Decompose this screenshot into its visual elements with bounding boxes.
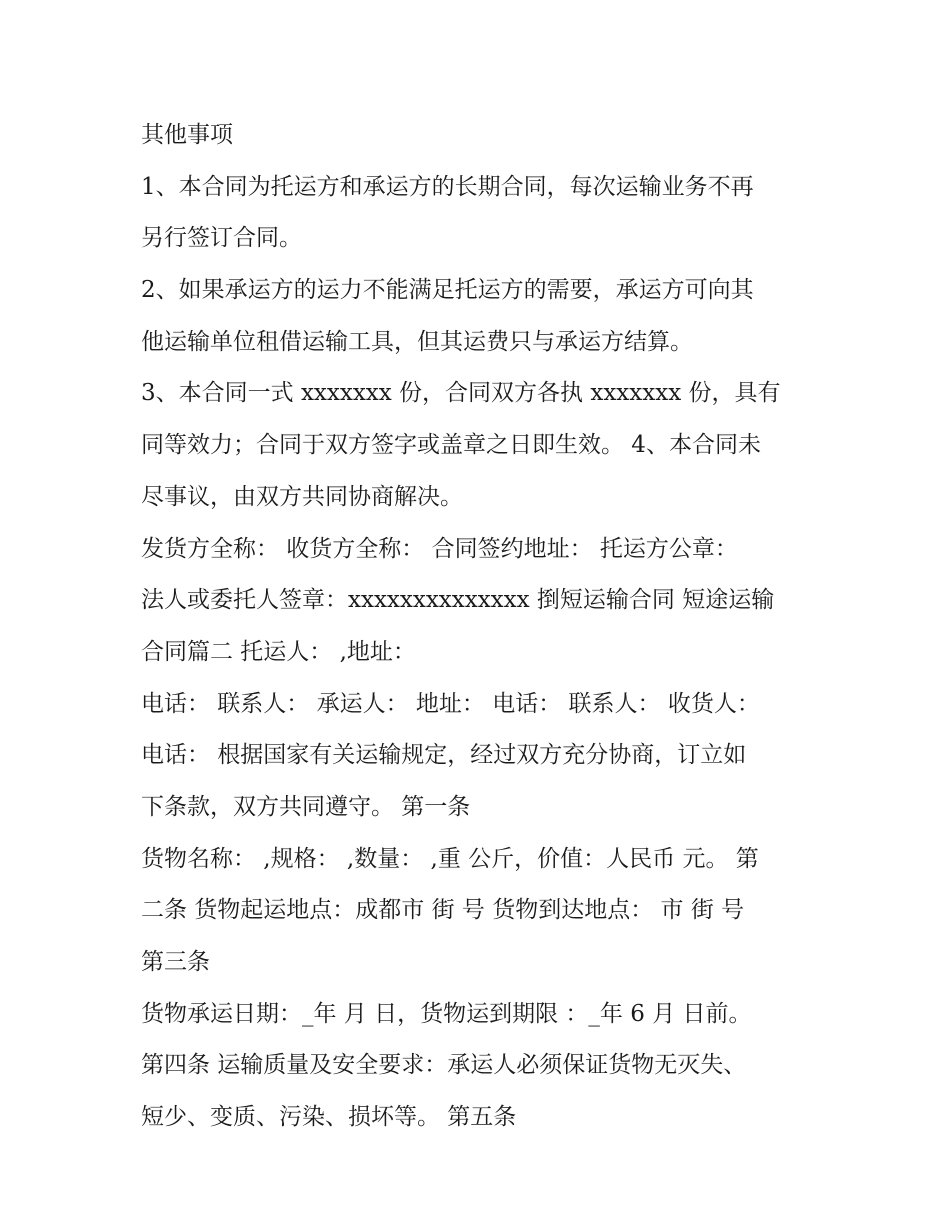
text-line: 电话： 根据国家有关运输规定，经过双方充分协商，订立如 bbox=[141, 742, 747, 769]
text-line: 发货方全称： 收货方全称： 合同签约地址： 托运方公章： bbox=[141, 535, 738, 562]
text-line: 同等效力；合同于双方签字或盖章之日即生效。 4、本合同未 bbox=[141, 432, 761, 459]
text-line: 货物名称： ,规格： ,数量： ,重 公斤，价值：人民币 元。 第 bbox=[141, 845, 759, 872]
text-line: 合同篇二 托运人： ,地址： bbox=[141, 638, 416, 665]
text-line: 货物承运日期：_年 月 日，货物运到期限 ：_年 6 月 日前。 bbox=[141, 1000, 752, 1027]
text-line: 3、本合同一式 xxxxxxx 份，合同双方各执 xxxxxxx 份，具有 bbox=[141, 380, 781, 407]
document-body bbox=[141, 110, 821, 1144]
text-line: 2、如果承运方的运力不能满足托运方的需要，承运方可向其 bbox=[141, 277, 754, 304]
text-line: 二条 货物起运地点：成都市 街 号 货物到达地点： 市 街 号 bbox=[141, 897, 745, 924]
text-line: 1、本合同为托运方和承运方的长期合同，每次运输业务不再 bbox=[141, 173, 754, 200]
text-line: 下条款，双方共同遵守。 第一条 bbox=[141, 793, 471, 820]
text-line: 尽事议，由双方共同协商解决。 bbox=[141, 483, 463, 510]
text-line: 第三条 bbox=[141, 949, 210, 975]
text-line: 其他事项 bbox=[141, 122, 233, 148]
text-line: 法人或委托人签章：xxxxxxxxxxxxxx 捯短运输合同 短途运输 bbox=[141, 587, 775, 614]
text-line: 第四条 运输质量及安全要求：承运人必须保证货物无灭失、 bbox=[141, 1052, 747, 1079]
text-line: 他运输单位租借运输工具，但其运费只与承运方结算。 bbox=[141, 328, 693, 355]
text-line: 另行签订合同。 bbox=[141, 225, 302, 252]
text-line: 电话： 联系人： 承运人： 地址： 电话： 联系人： 收货人： bbox=[141, 690, 760, 717]
text-line: 短少、变质、污染、损坏等。 第五条 bbox=[141, 1104, 517, 1131]
